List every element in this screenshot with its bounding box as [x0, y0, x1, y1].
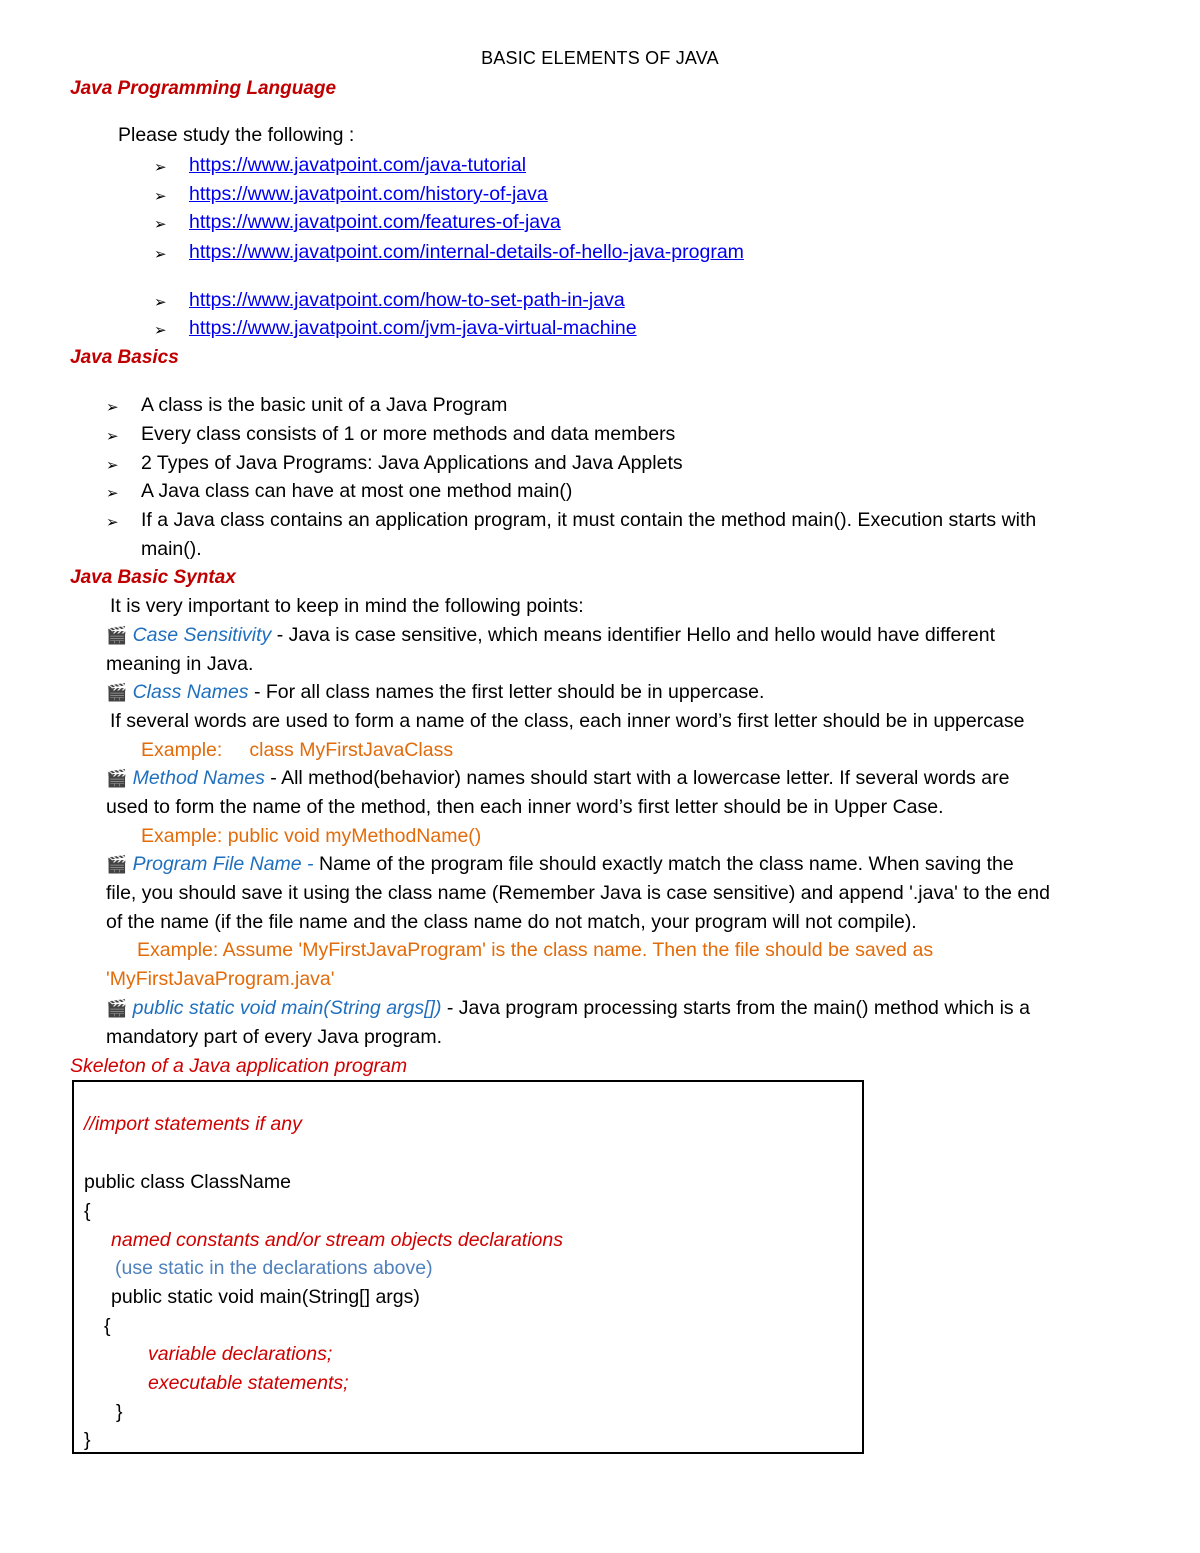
code-line-use-static: (use static in the declarations above)	[115, 1257, 433, 1279]
code-line-class-decl: public class ClassName	[84, 1171, 291, 1193]
clapperboard-icon: 🎬	[106, 999, 128, 1018]
basics-item: A class is the basic unit of a Java Program	[141, 394, 508, 416]
arrow-bullet-icon: ➢	[106, 428, 119, 445]
link-jvm[interactable]: https://www.javatpoint.com/jvm-java-virtual-machine	[189, 317, 637, 339]
clapperboard-icon: 🎬	[106, 683, 128, 702]
basics-item: A Java class can have at most one method main()	[141, 480, 573, 502]
code-line-variable-declarations: variable declarations;	[148, 1343, 333, 1365]
program-file-name-line	[106, 853, 1014, 876]
arrow-bullet-icon: ➢	[106, 485, 119, 502]
link-java-tutorial[interactable]: https://www.javatpoint.com/java-tutorial	[189, 154, 527, 176]
basics-item: If a Java class contains an application program, it must contain the method main(). Execution starts with	[141, 509, 1037, 531]
code-line-main-close-brace: }	[116, 1401, 123, 1423]
program-file-name-example: Example: Assume 'MyFirstJavaProgram' is the class name. Then the file should be saved as	[137, 939, 934, 961]
link-internal-details-hello-java[interactable]: https://www.javatpoint.com/internal-details-of-hello-java-program	[189, 241, 744, 263]
method-names-example: Example: public void myMethodName()	[141, 825, 482, 847]
program-file-name-term: Program File Name	[132, 853, 302, 875]
case-sensitivity-text: - Java is case sensitive, which means identifier Hello and hello would have different	[271, 624, 996, 646]
clapperboard-icon: 🎬	[106, 769, 128, 788]
code-line-class-close-brace: }	[84, 1429, 91, 1451]
code-line-import-comment: //import statements if any	[84, 1113, 302, 1135]
arrow-bullet-icon: ➢	[154, 216, 167, 233]
arrow-bullet-icon: ➢	[154, 294, 167, 311]
arrow-bullet-icon: ➢	[154, 159, 167, 176]
code-line-main-open-brace: {	[104, 1315, 111, 1337]
program-file-name-text-cont2: of the name (if the file name and the class name do not match, your program will not compile).	[106, 911, 917, 933]
basics-item-continuation: main().	[141, 538, 202, 560]
link-how-to-set-path[interactable]: https://www.javatpoint.com/how-to-set-path-in-java	[189, 289, 625, 311]
main-method-text-cont: mandatory part of every Java program.	[106, 1026, 442, 1048]
class-names-example: Example: class MyFirstJavaClass	[141, 739, 454, 761]
code-line-main-decl: public static void main(String[] args)	[111, 1286, 420, 1308]
method-names-text-cont: used to form the name of the method, then each inner word’s first letter should be in Upper Case.	[106, 796, 944, 818]
class-names-line	[106, 681, 764, 704]
case-sensitivity-line	[106, 624, 995, 647]
link-features-of-java[interactable]: https://www.javatpoint.com/features-of-java	[189, 211, 561, 233]
program-file-name-example-cont: 'MyFirstJavaProgram.java'	[106, 968, 335, 990]
method-names-line	[106, 767, 1009, 790]
main-method-text: - Java program processing starts from the main() method which is a	[441, 997, 1030, 1019]
class-names-text-cont: If several words are used to form a name of the class, each inner word’s first letter should be in uppercase	[110, 710, 1025, 732]
link-history-of-java[interactable]: https://www.javatpoint.com/history-of-java	[189, 183, 548, 205]
clapperboard-icon: 🎬	[106, 855, 128, 874]
method-names-term: Method Names	[132, 767, 265, 789]
class-names-text: - For all class names the first letter should be in uppercase.	[248, 681, 765, 703]
main-method-line	[106, 997, 1030, 1020]
arrow-bullet-icon: ➢	[154, 322, 167, 339]
class-names-term: Class Names	[132, 681, 249, 703]
program-file-name-dash: -	[301, 853, 319, 875]
case-sensitivity-text-cont: meaning in Java.	[106, 653, 254, 675]
arrow-bullet-icon: ➢	[154, 188, 167, 205]
code-line-named-constants: named constants and/or stream objects declarations	[111, 1229, 563, 1251]
section-heading-java-programming-language: Java Programming Language	[70, 78, 337, 99]
basics-item: Every class consists of 1 or more methods and data members	[141, 423, 676, 445]
code-line-executable-statements: executable statements;	[148, 1372, 349, 1394]
code-line-open-brace: {	[84, 1200, 91, 1222]
case-sensitivity-term: Case Sensitivity	[132, 624, 272, 646]
arrow-bullet-icon: ➢	[106, 457, 119, 474]
method-names-text: - All method(behavior) names should start with a lowercase letter. If several words are	[264, 767, 1010, 789]
program-file-name-text: Name of the program file should exactly match the class name. When saving the	[318, 853, 1014, 875]
section-heading-java-basics: Java Basics	[70, 347, 179, 368]
document-title: BASIC ELEMENTS OF JAVA	[481, 48, 719, 68]
arrow-bullet-icon: ➢	[106, 514, 119, 531]
skeleton-heading: Skeleton of a Java application program	[70, 1055, 408, 1077]
clapperboard-icon: 🎬	[106, 626, 128, 645]
syntax-intro: It is very important to keep in mind the following points:	[110, 595, 584, 617]
section-heading-java-basic-syntax: Java Basic Syntax	[70, 567, 236, 588]
arrow-bullet-icon: ➢	[106, 399, 119, 416]
basics-item: 2 Types of Java Programs: Java Applications and Java Applets	[141, 452, 683, 474]
study-intro-text: Please study the following :	[118, 124, 355, 146]
program-file-name-text-cont: file, you should save it using the class name (Remember Java is case sensitive) and append '.java' to the end	[106, 882, 1050, 904]
main-method-term: public static void main(String args[])	[132, 997, 442, 1019]
arrow-bullet-icon: ➢	[154, 246, 167, 263]
